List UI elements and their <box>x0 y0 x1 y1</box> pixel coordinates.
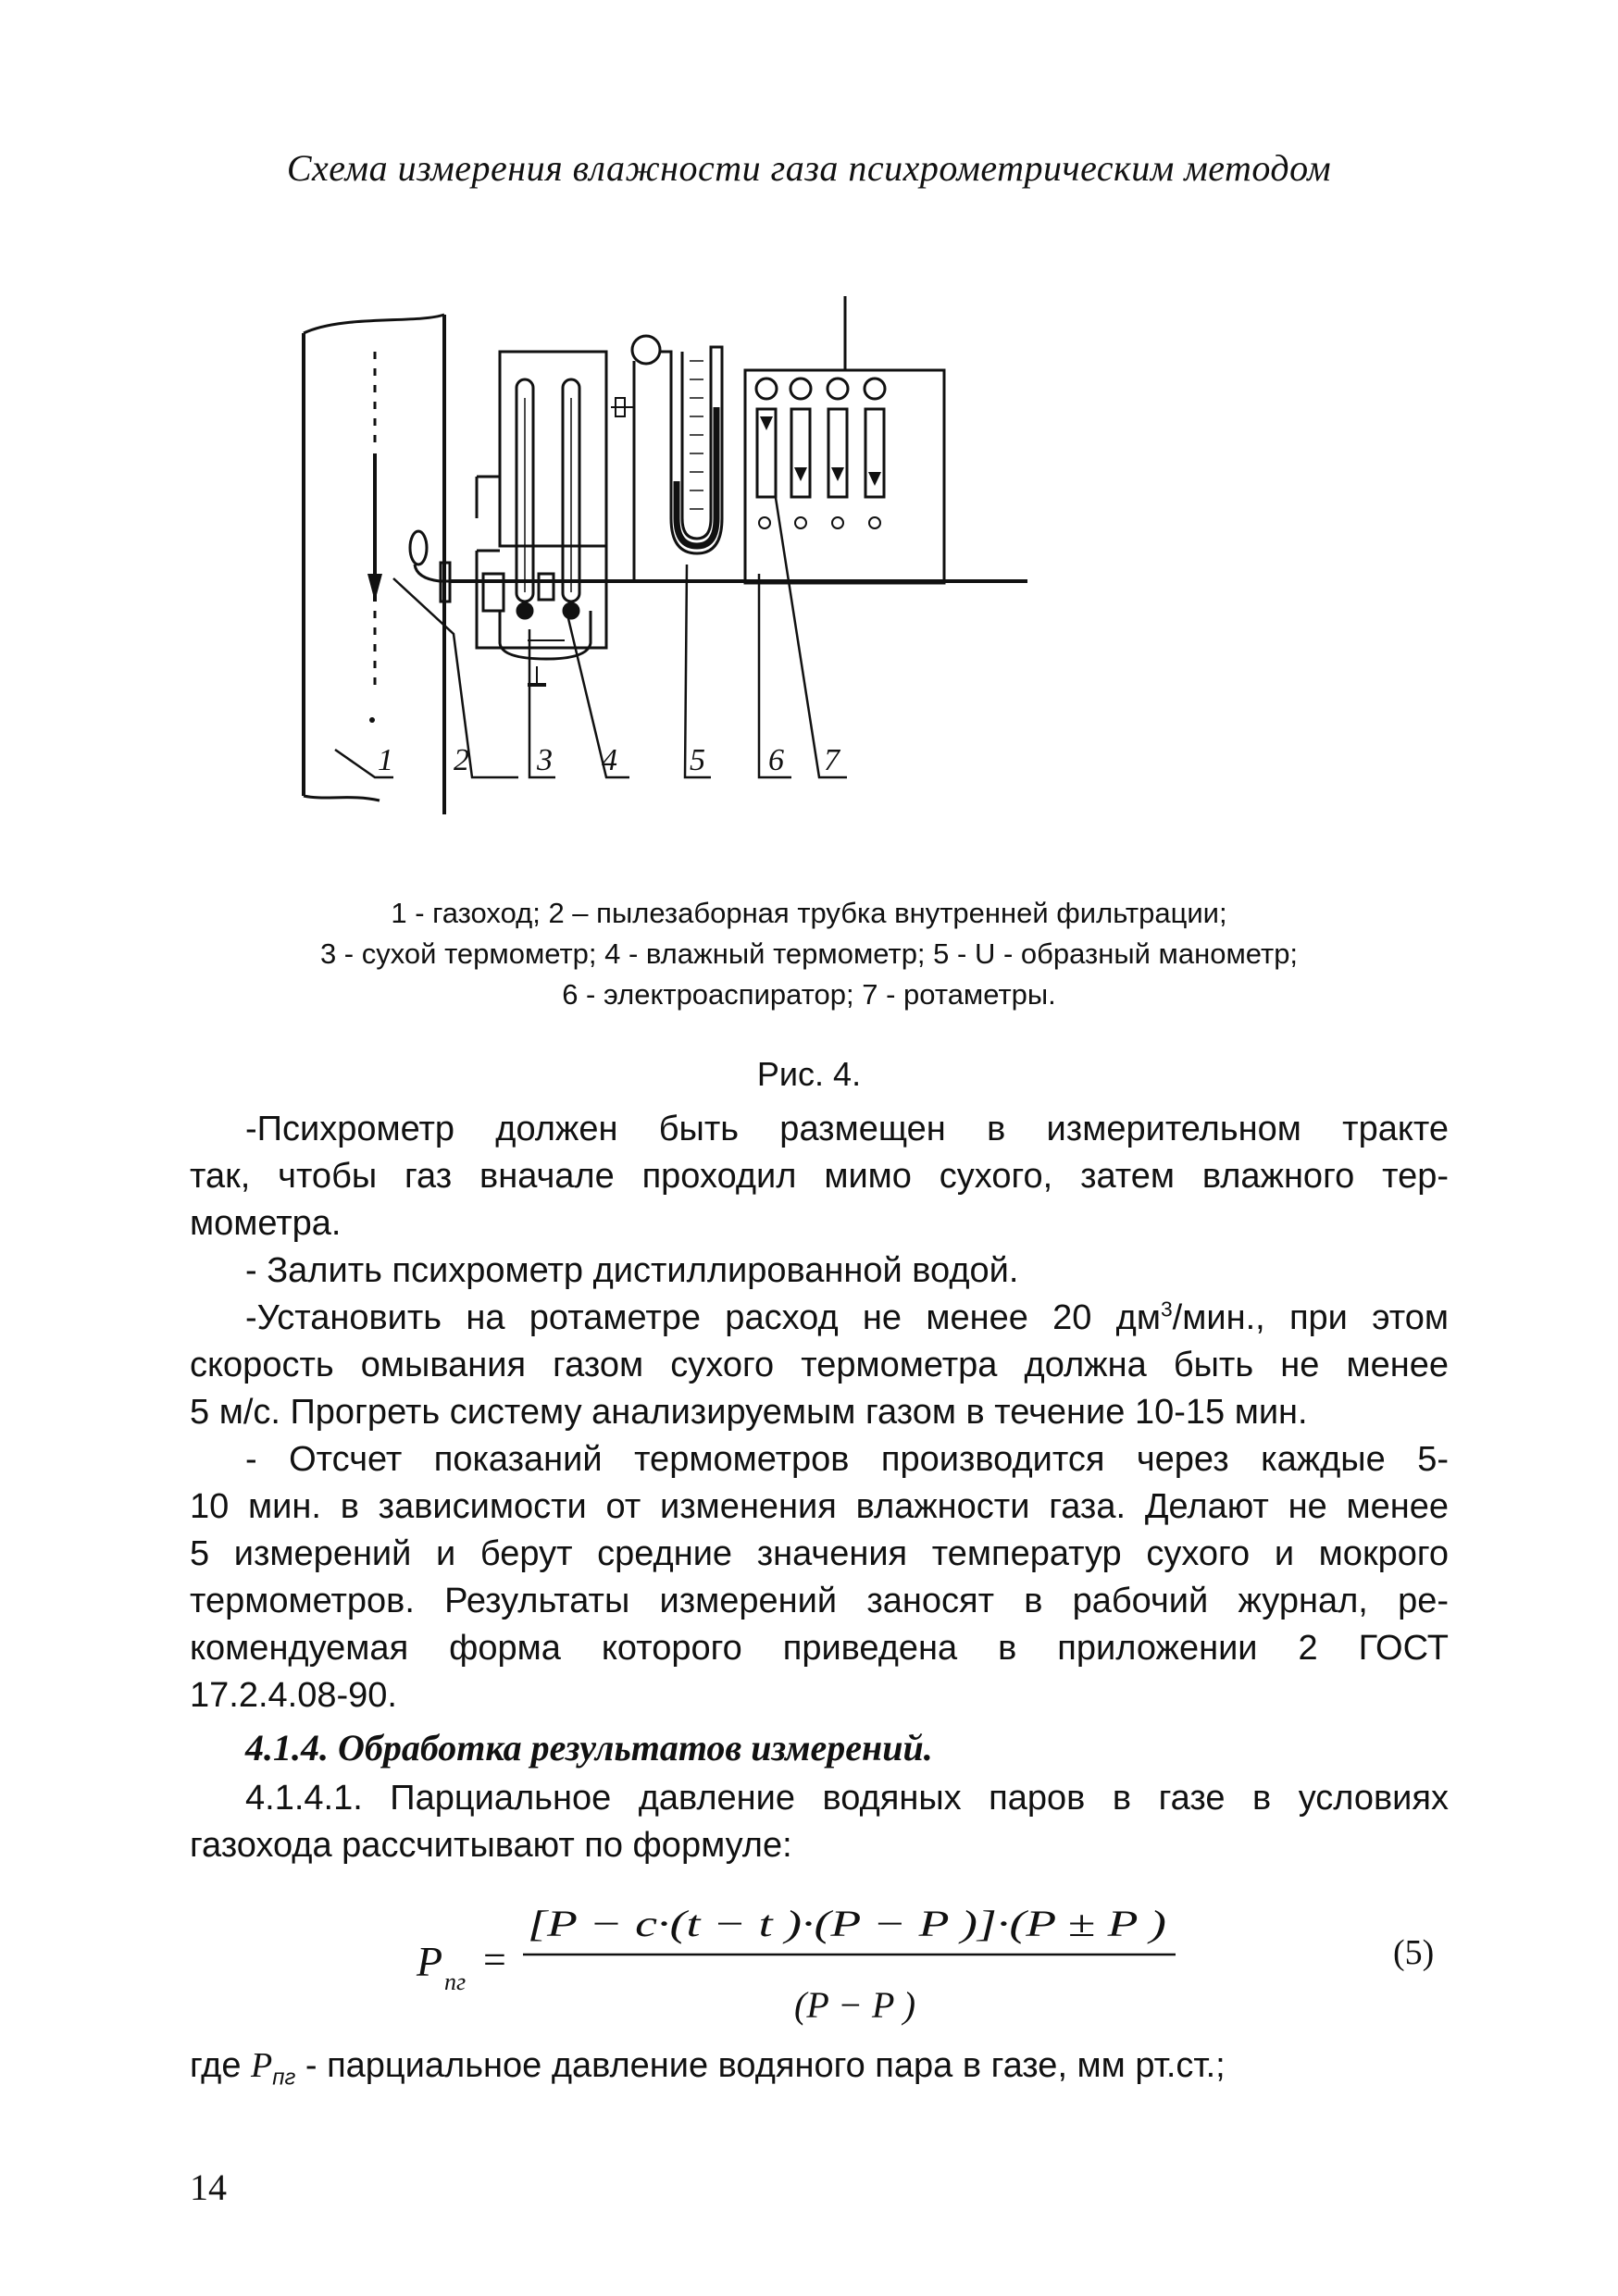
figure-caption: Рис. 4. <box>756 1055 862 1093</box>
figure-label-2: 2 <box>454 743 469 777</box>
section-heading: 4.1.4. Обработка результатов измерений. <box>245 1727 933 1769</box>
superscript: 3 <box>1160 1297 1173 1322</box>
text-line: - Залить психрометр дистиллированной водой. <box>245 1251 1019 1290</box>
gas-duct <box>304 315 444 333</box>
text-line: - Отсчет показаний термометров производится через каждые 5- <box>245 1440 1449 1479</box>
figure-label-1: 1 <box>378 743 393 777</box>
formula-lhs-subscript: пг <box>444 1968 467 1995</box>
text-line <box>190 1295 1449 1342</box>
figure-legend <box>139 893 1479 1015</box>
legend-line: 1 - газоход; 2 – пылезаборная трубка внутренней фильтрации; <box>391 897 1227 929</box>
paragraph-flow-rate <box>190 1295 1449 1436</box>
text-line: 5 измерений и берут средние значения температур сухого и мокрого <box>190 1534 1449 1573</box>
paragraph-psychrometer-placement <box>190 1106 1449 1247</box>
text-fragment: -Установить на ротаметре расход не менее 20 дм <box>245 1298 1161 1337</box>
where-symbol-subscript: пг <box>272 2065 296 2091</box>
measurement-scheme-diagram <box>268 296 1342 833</box>
text-line: мометра. <box>190 1204 342 1243</box>
formula-lhs: P <box>417 1938 443 1985</box>
formula-denominator: (P − P ) <box>794 1984 916 2026</box>
manometer-bulb <box>632 336 660 364</box>
rotameters <box>757 409 884 497</box>
text-line: комендуемая форма которого приведена в приложении 2 ГОСТ <box>190 1629 1449 1668</box>
page-title: Схема измерения влажности газа психрометрическим методом <box>286 147 1332 189</box>
figure-label-5: 5 <box>690 743 705 777</box>
text-line: 10 мин. в зависимости от изменения влажности газа. Делают не менее <box>190 1487 1449 1526</box>
figure-label-6: 6 <box>768 743 784 777</box>
rotameter-knobs <box>756 379 885 399</box>
formula-number: (5) <box>1393 1933 1435 1972</box>
legend-line: 6 - электроаспиратор; 7 - ротаметры. <box>562 978 1056 1011</box>
text-line: 4.1.4.1. Парциальное давление водяных паров в газе в условиях <box>245 1779 1449 1818</box>
figure-label-4: 4 <box>602 743 617 777</box>
where-text: - парциальное давление водяного пара в газе, мм рт.ст.; <box>295 2046 1226 2085</box>
text-line: газохода рассчитывают по формуле: <box>190 1826 792 1865</box>
text-line: -Психрометр должен быть размещен в измерительном тракте <box>245 1110 1449 1148</box>
text-line: 5 м/с. Прогреть систему анализируемым газом в течение 10-15 мин. <box>190 1393 1308 1432</box>
legend-line: 3 - сухой термометр; 4 - влажный термометр; 5 - U - образный манометр; <box>319 937 1299 970</box>
text-line: так, чтобы газ вначале проходил мимо сухого, затем влажного тер- <box>190 1157 1449 1196</box>
figure-label-7: 7 <box>824 743 840 777</box>
page-number: 14 <box>190 2166 227 2208</box>
paragraph-partial-pressure <box>190 1775 1449 1869</box>
text-line: скорость омывания газом сухого термометра должна быть не менее <box>190 1346 1449 1384</box>
paragraph-fill-water <box>190 1247 1449 1295</box>
where-symbol: P <box>251 2046 273 2085</box>
text-fragment: /мин., при этом <box>1172 1298 1449 1337</box>
text-line: термометров. Результаты измерений заносят в рабочий журнал, ре- <box>190 1582 1449 1620</box>
where-prefix: где <box>190 2046 252 2085</box>
formula-5 <box>407 1888 1333 2036</box>
paragraph-readings <box>190 1436 1449 1719</box>
variable-definition <box>190 2045 1226 2091</box>
formula-equals: = <box>483 1937 506 1982</box>
formula-numerator: [P − c·(t − t )·(P − P )]·(P ± P ) <box>528 1903 1166 1944</box>
text-line: 17.2.4.08-90. <box>190 1676 397 1715</box>
figure-label-3: 3 <box>537 743 553 777</box>
sampling-nozzle <box>410 531 427 565</box>
